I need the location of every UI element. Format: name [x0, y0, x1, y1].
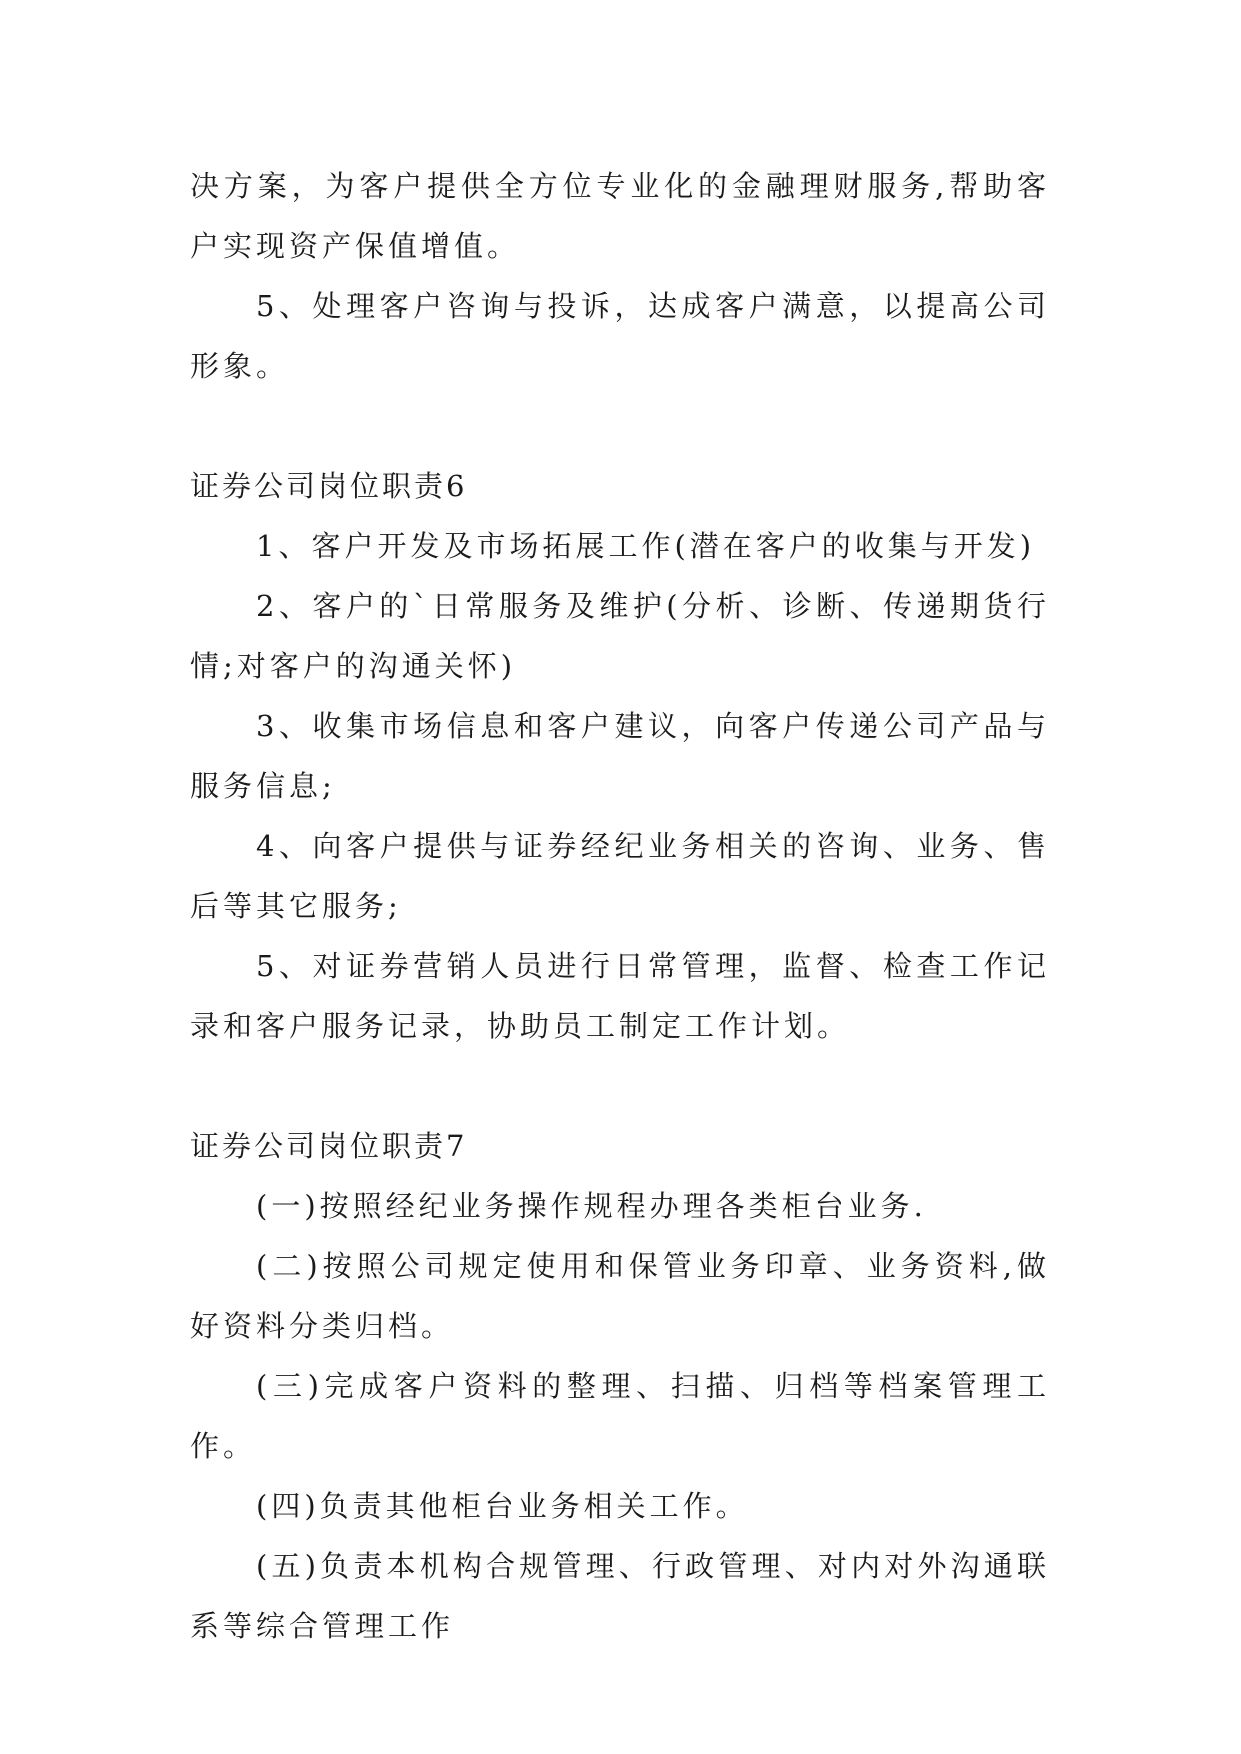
paragraph-item-5: (五)负责本机构合规管理、行政管理、对内对外沟通联系等综合管理工作: [190, 1549, 1050, 1643]
section-heading-7: 证券公司岗位职责7: [190, 1129, 468, 1163]
paragraph-item-5: 5、处理客户咨询与投诉，达成客户满意，以提高公司形象。: [190, 289, 1050, 383]
paragraph-item-4: (四)负责其他柜台业务相关工作。: [256, 1489, 749, 1523]
section-spacer: [190, 1056, 1050, 1116]
paragraph-item-2: (二)按照公司规定使用和保管业务印章、业务资料,做好资料分类归档。: [190, 1249, 1050, 1343]
section-heading-6: 证券公司岗位职责6: [190, 469, 468, 503]
paragraph-continuation: 决方案，为客户提供全方位专业化的金融理财服务,帮助客户实现资产保值增值。: [190, 169, 1050, 263]
paragraph-item-5: 5、对证券营销人员进行日常管理，监督、检查工作记录和客户服务记录，协助员工制定工作计划。: [190, 949, 1050, 1043]
paragraph-item-2: 2、客户的`日常服务及维护(分析、诊断、传递期货行情;对客户的沟通关怀): [190, 589, 1051, 683]
document-body: [190, 156, 1050, 1656]
section-spacer: [190, 396, 1050, 456]
paragraph-item-1: 1、客户开发及市场拓展工作(潜在客户的收集与开发): [256, 529, 1036, 563]
paragraph-item-4: 4、向客户提供与证券经纪业务相关的咨询、业务、售后等其它服务;: [190, 829, 1050, 923]
paragraph-item-1: (一)按照经纪业务操作规程办理各类柜台业务.: [256, 1189, 927, 1223]
paragraph-item-3: 3、收集市场信息和客户建议，向客户传递公司产品与服务信息;: [190, 709, 1050, 803]
paragraph-item-3: (三)完成客户资料的整理、扫描、归档等档案管理工作。: [190, 1369, 1050, 1463]
